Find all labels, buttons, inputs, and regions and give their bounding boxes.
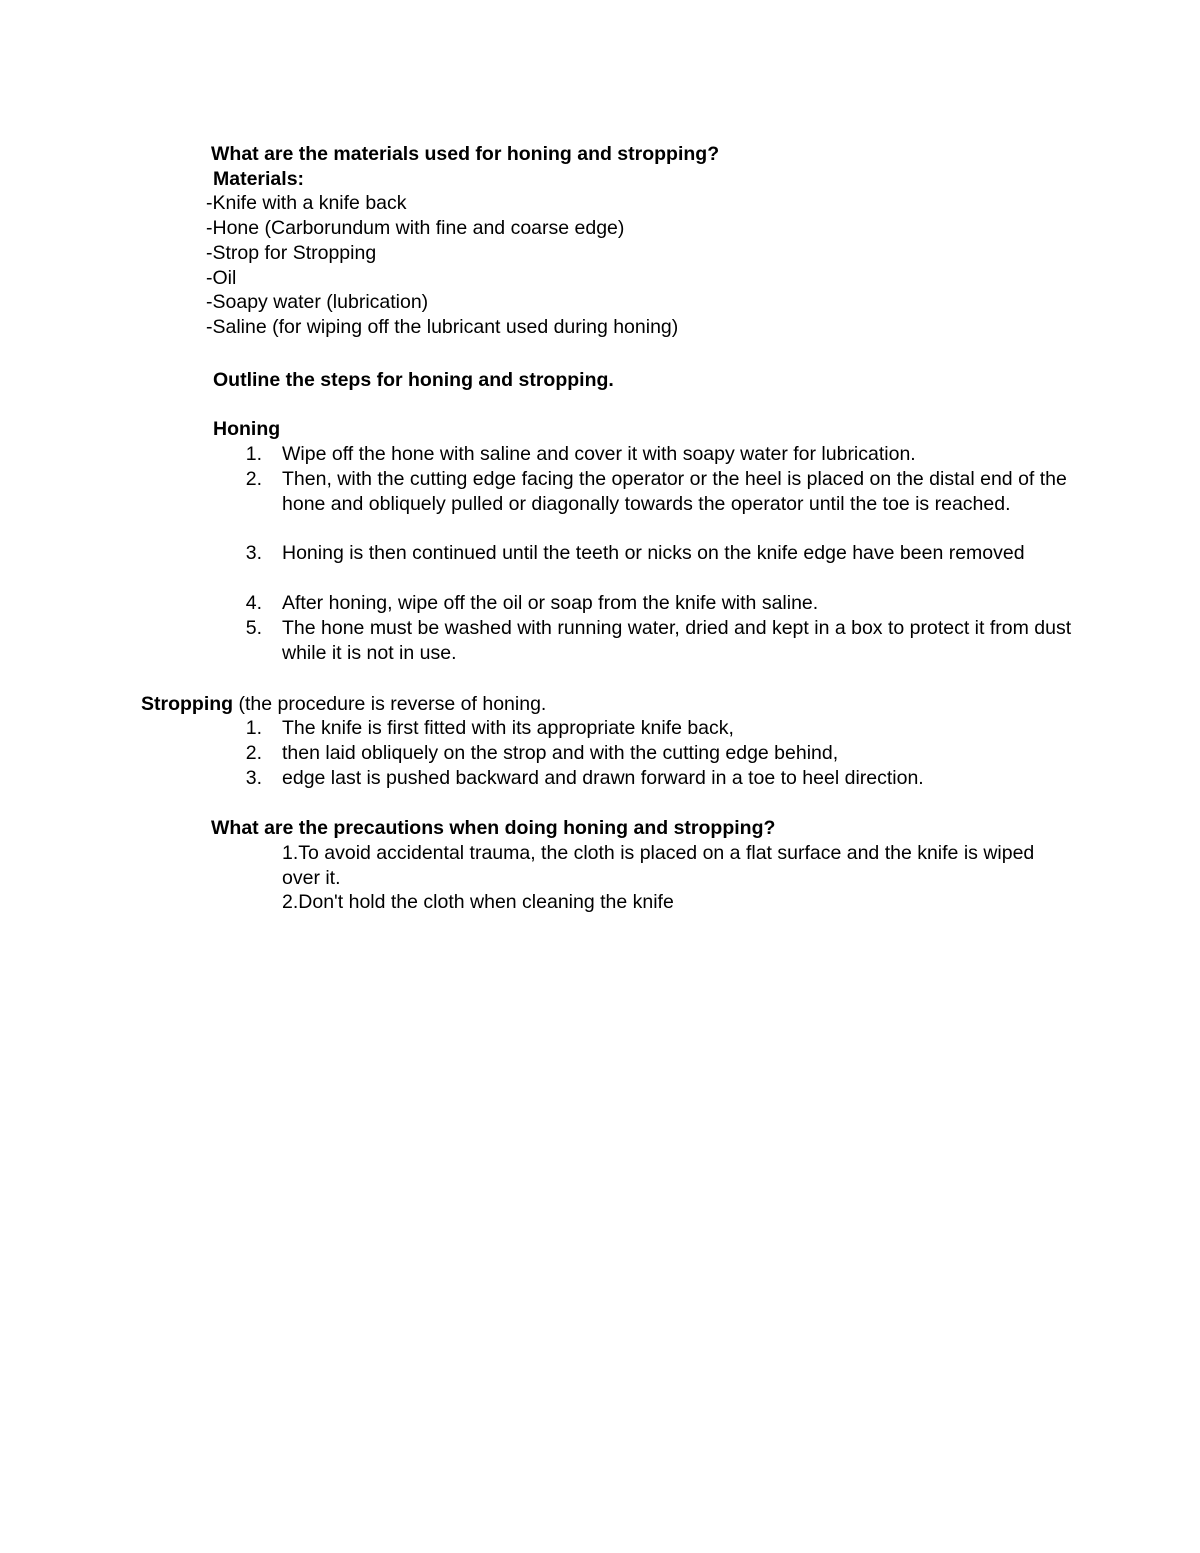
honing-step-number: 5. <box>245 617 262 639</box>
precaution-item: 1.To avoid accidental trauma, the cloth is placed on a flat surface and the knife is wiped over it. <box>282 842 1035 889</box>
stropping-step-text: The knife is first fitted with its appropriate knife back, <box>282 717 734 739</box>
stropping-intro: (the procedure is reverse of honing. <box>233 693 547 715</box>
honing-step-text: Then, with the cutting edge facing the operator or the heel is placed on the distal end of the hone and obliquely pulled or diagonally towards the operator until the toe is reached. <box>282 468 1067 515</box>
honing-step-text: Honing is then continued until the teeth or nicks on the knife edge have been removed <box>282 542 1025 564</box>
honing-step-text: Wipe off the hone with saline and cover it with soapy water for lubrication. <box>282 443 916 465</box>
honing-step-number: 3. <box>245 542 262 564</box>
honing-step-number: 1. <box>245 443 262 465</box>
honing-step-text: The hone must be washed with running water, dried and kept in a box to protect it from dust while it is not in use. <box>282 617 1072 664</box>
stropping-step-text: edge last is pushed backward and drawn forward in a toe to heel direction. <box>282 767 924 789</box>
honing-step-text: After honing, wipe off the oil or soap from the knife with saline. <box>282 592 819 614</box>
materials-question: What are the materials used for honing and stropping? <box>211 143 720 165</box>
material-item: -Oil <box>206 267 237 289</box>
stropping-heading: Stropping <box>141 693 234 715</box>
material-item: -Saline (for wiping off the lubricant used during honing) <box>206 316 679 338</box>
materials-heading: Materials: <box>213 168 305 190</box>
material-item: -Soapy water (lubrication) <box>206 291 429 313</box>
material-item: -Hone (Carborundum with fine and coarse edge) <box>206 217 625 239</box>
honing-step-number: 2. <box>245 468 262 490</box>
honing-step-number: 4. <box>245 592 262 614</box>
stropping-step-number: 3. <box>245 767 262 789</box>
steps-question: Outline the steps for honing and stropping. <box>213 369 614 391</box>
material-item: -Strop for Stropping <box>206 242 377 264</box>
stropping-step-number: 2. <box>245 742 262 764</box>
material-item: -Knife with a knife back <box>206 192 407 214</box>
stropping-intro-line <box>141 692 546 717</box>
precaution-item: 2.Don't hold the cloth when cleaning the knife <box>282 891 674 913</box>
stropping-step-text: then laid obliquely on the strop and with the cutting edge behind, <box>282 742 839 764</box>
precautions-question: What are the precautions when doing honing and stropping? <box>211 817 776 839</box>
stropping-step-number: 1. <box>245 717 262 739</box>
honing-heading: Honing <box>213 418 281 440</box>
